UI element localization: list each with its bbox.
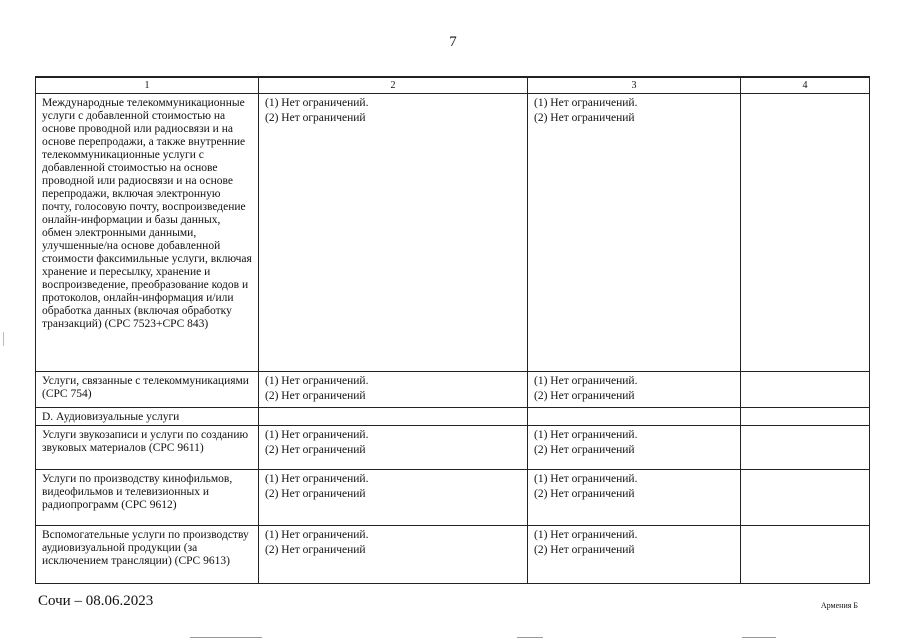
table-row <box>36 408 870 426</box>
footer-place-date: Сочи – 08.06.2023 <box>38 593 154 609</box>
service-cell <box>36 94 259 372</box>
additional-commitments-cell <box>741 94 870 372</box>
schedule-table <box>35 76 870 584</box>
page-number: 7 <box>449 34 457 50</box>
limitation-line: (1) Нет ограничений. <box>265 375 369 387</box>
table-row <box>36 470 870 526</box>
table-row <box>36 94 870 372</box>
table-row <box>36 426 870 470</box>
service-text: Вспомогательные услуги по производству аудиовизуальной продукции (за исключением трансляции) (CPC 9613) <box>42 529 249 567</box>
scan-artifact <box>742 637 776 638</box>
service-cell <box>36 426 259 470</box>
limitation-line: (2) Нет ограничений <box>534 390 635 402</box>
limitation-line: (2) Нет ограничений <box>265 390 366 402</box>
national-treatment-cell <box>528 94 741 372</box>
scan-artifact <box>190 637 262 638</box>
scan-artifact <box>517 637 543 638</box>
limitation-line: (1) Нет ограничений. <box>265 429 369 441</box>
limitation-line: (2) Нет ограничений <box>265 488 366 500</box>
footer-initials: Армения Б <box>820 601 858 610</box>
additional-commitments-cell <box>741 526 870 584</box>
limitation-line: (2) Нет ограничений <box>534 444 635 456</box>
service-text: Услуги, связанные с телекоммуникациями (CPC 754) <box>42 375 249 400</box>
market-access-cell <box>259 470 528 526</box>
limitation-line: (2) Нет ограничений <box>265 544 366 556</box>
limitation-line: (1) Нет ограничений. <box>534 375 638 387</box>
additional-commitments-cell <box>741 372 870 408</box>
service-cell <box>36 372 259 408</box>
section-heading: D. Аудиовизуальные услуги <box>42 411 180 423</box>
additional-commitments-cell <box>741 408 870 426</box>
limitation-line: (1) Нет ограничений. <box>534 473 638 485</box>
additional-commitments-cell <box>741 470 870 526</box>
service-text: Международные телекоммуникационные услуги с добавленной стоимостью на основе проводной или радиосвязи и на основе перепродажи, а также внутренние телекоммуникационные услуги с добавленной стоимостью на основе проводной или радиосвязи и на основе перепродажи, включая электронную почту, голосовую почту, воспроизведение онлайн-информации и базы данных, обмен электронными данными, улучшенные/на основе добавленной стоимости факсимильные услуги, включая хранение и пересылку, хранение и воспроизведение, преобразование кодов и протоколов, онлайн-информация и/или обработка данных (включая обработку транзакций) (CPC 7523+CPC 843) <box>42 97 252 330</box>
service-text: Услуги звукозаписи и услуги по созданию звуковых материалов (CPC 9611) <box>42 429 249 454</box>
national-treatment-cell <box>528 372 741 408</box>
column-header: 4 <box>741 77 870 94</box>
limitation-line: (1) Нет ограничений. <box>265 473 369 485</box>
market-access-cell <box>259 372 528 408</box>
table-row <box>36 526 870 584</box>
column-header: 1 <box>36 77 259 94</box>
limitation-line: (2) Нет ограничений <box>534 488 635 500</box>
column-header: 2 <box>259 77 528 94</box>
scan-artifact <box>3 332 4 346</box>
limitation-line: (1) Нет ограничений. <box>265 97 369 109</box>
limitation-line: (1) Нет ограничений. <box>534 429 638 441</box>
limitation-line: (1) Нет ограничений. <box>534 529 638 541</box>
national-treatment-cell <box>528 408 741 426</box>
limitation-line: (2) Нет ограничений <box>534 112 635 124</box>
market-access-cell <box>259 94 528 372</box>
limitation-line: (2) Нет ограничений <box>534 544 635 556</box>
limitation-line: (2) Нет ограничений <box>265 112 366 124</box>
market-access-cell <box>259 426 528 470</box>
limitation-line: (1) Нет ограничений. <box>534 97 638 109</box>
table-row <box>36 372 870 408</box>
additional-commitments-cell <box>741 426 870 470</box>
column-header: 3 <box>528 77 741 94</box>
service-cell <box>36 526 259 584</box>
section-heading-cell <box>36 408 259 426</box>
limitation-line: (2) Нет ограничений <box>265 444 366 456</box>
national-treatment-cell <box>528 470 741 526</box>
limitation-line: (1) Нет ограничений. <box>265 529 369 541</box>
service-cell <box>36 470 259 526</box>
table-header-row <box>36 77 870 94</box>
national-treatment-cell <box>528 526 741 584</box>
service-text: Услуги по производству кинофильмов, видеофильмов и телевизионных и радиопрограмм (CPC 9612) <box>42 473 233 511</box>
market-access-cell <box>259 526 528 584</box>
national-treatment-cell <box>528 426 741 470</box>
market-access-cell <box>259 408 528 426</box>
